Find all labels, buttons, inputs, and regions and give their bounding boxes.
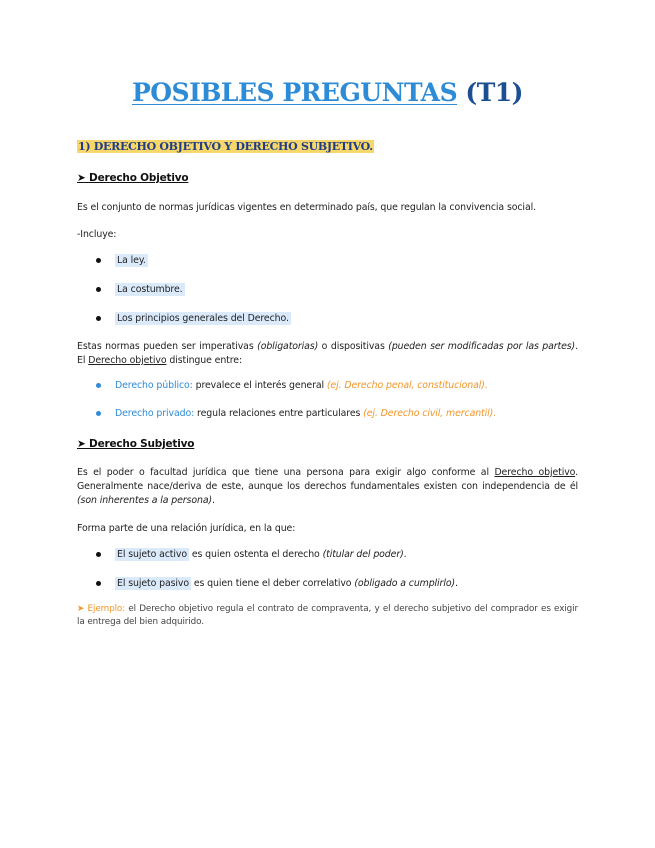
example-paragraph (77, 603, 578, 629)
def-text: . (212, 495, 215, 506)
example-label: ➤ Ejemplo: (77, 604, 126, 614)
branch-label: Derecho público: (115, 380, 193, 391)
subject-end: . (455, 578, 458, 589)
page-title (0, 78, 655, 107)
norms-term: Derecho objetivo (88, 355, 167, 366)
norms-note: (pueden ser modificadas por las partes) (388, 341, 576, 352)
bullet-icon (96, 316, 101, 321)
def-text: . Generalmente nace/deriva de este, aunque los derechos fundamentales existen con independencia de él (77, 467, 579, 492)
bullet-icon (96, 411, 101, 416)
list-item (96, 254, 148, 267)
subject-text: es quien tiene el deber correlativo (190, 578, 355, 589)
bullet-icon (96, 581, 101, 586)
subheading-derecho-subjetivo: ➤ Derecho Subjetivo (77, 438, 195, 450)
subject-note: (obligado a cumplirlo) (354, 578, 456, 589)
subject-note: (titular del poder) (322, 549, 404, 560)
norms-text: Estas normas pueden ser imperativas (77, 341, 258, 352)
subheading-derecho-objetivo: ➤ Derecho Objetivo (77, 172, 189, 184)
list-item-text: Los principios generales del Derecho. (117, 313, 289, 324)
norms-text: o dispositivas (318, 341, 389, 352)
relation-intro: Forma parte de una relación jurídica, en la que: (77, 523, 296, 534)
list-item-text: La ley. (117, 255, 146, 266)
branch-example: (ej. Derecho civil, mercantil). (363, 408, 497, 419)
def-term: Derecho objetivo (494, 467, 576, 478)
bullet-icon (96, 287, 101, 292)
example-text: el Derecho objetivo regula el contrato de compraventa, y el derecho subjetivo del comprador es exigir la entrega del bien adquirido. (77, 604, 578, 627)
norms-note: (obligatorias) (257, 341, 319, 352)
branch-label: Derecho privado: (115, 408, 195, 419)
includes-label: -Incluye: (77, 229, 117, 240)
bullet-icon (96, 383, 101, 388)
title-main: POSIBLES PREGUNTAS (131, 78, 458, 107)
norms-text: . El (77, 341, 579, 366)
list-item (96, 380, 488, 391)
subject-label: El sujeto activo (117, 549, 187, 560)
norms-text: distingue entre: (166, 355, 243, 366)
def-text: Es el poder o facultad jurídica que tiene una persona para exigir algo conforme al (77, 467, 495, 478)
title-sub: (T1) (465, 78, 524, 107)
subject-label: El sujeto pasivo (117, 578, 189, 589)
branch-example: (ej. Derecho penal, constitucional). (326, 380, 488, 391)
list-item (96, 408, 496, 419)
list-item (96, 578, 458, 589)
subjetivo-definition (77, 466, 578, 508)
list-item (96, 283, 185, 296)
bullet-icon (96, 552, 101, 557)
section-heading: 1) DERECHO OBJETIVO Y DERECHO SUBJETIVO. (78, 140, 373, 153)
def-note: (son inherentes a la persona) (77, 495, 213, 506)
objetivo-definition: Es el conjunto de normas jurídicas vigentes en determinado país, que regulan la convivencia social. (77, 202, 536, 213)
subject-end: . (403, 549, 407, 560)
list-item (96, 312, 291, 325)
norms-paragraph (77, 340, 578, 368)
bullet-icon (96, 258, 101, 263)
list-item (96, 549, 407, 560)
branch-text: prevalece el interés general (192, 380, 327, 391)
branch-text: regula relaciones entre particulares (194, 408, 364, 419)
list-item-text: La costumbre. (117, 284, 183, 295)
subject-text: es quien ostenta el derecho (188, 549, 323, 560)
